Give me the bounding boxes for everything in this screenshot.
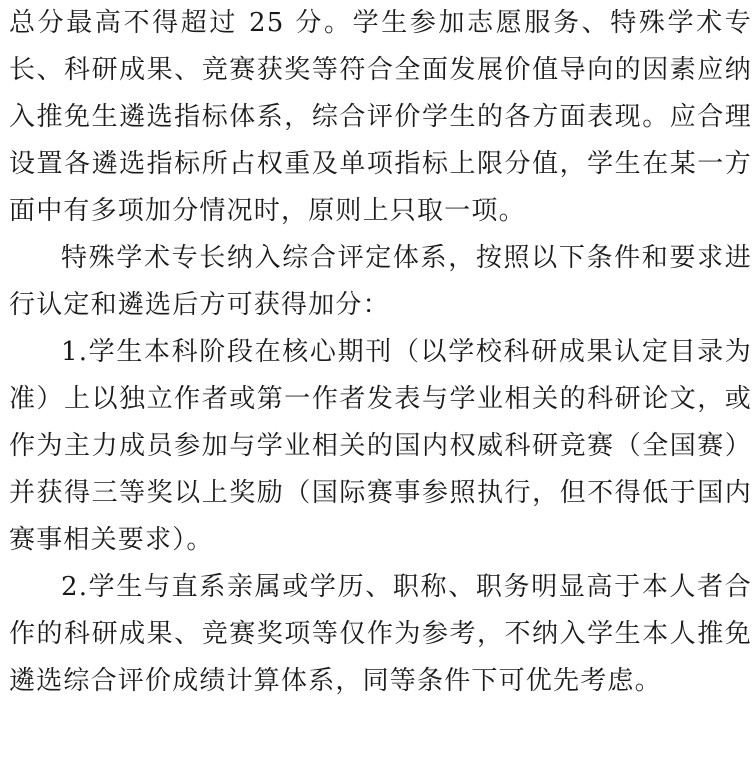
paragraph-condition-1: 1.学生本科阶段在核心期刊（以学校科研成果认定目录为准）上以独立作者或第一作者发表与学业相关的科研论文，或作为主力成员参加与学业相关的国内权威科研竞赛（全国赛）并获得三等奖以上奖励（国际赛事参照执行，但不得低于国内赛事相关要求）。 bbox=[9, 337, 752, 555]
paragraph-condition-2: 2.学生与直系亲属或学历、职称、职务明显高于本人者合作的科研成果、竞赛奖项等仅作为参考，不纳入学生本人推免遴选综合评价成绩计算体系，同等条件下可优先考虑。 bbox=[9, 572, 752, 696]
paragraph-score-limit: 总分最高不得超过 25 分。学生参加志愿服务、特殊学术专长、科研成果、竞赛获奖等符合全面发展价值导向的因素应纳入推免生遴选指标体系，综合评价学生的各方面表现。应合理设置各遴选指标所占权重及单项指标上限分值，学生在某一方面中有多项加分情况时，原则上只取一项。 bbox=[9, 8, 752, 226]
paragraph-special-expertise: 特殊学术专长纳入综合评定体系，按照以下条件和要求进行认定和遴选后方可获得加分： bbox=[9, 243, 752, 320]
document-body bbox=[9, 0, 752, 705]
